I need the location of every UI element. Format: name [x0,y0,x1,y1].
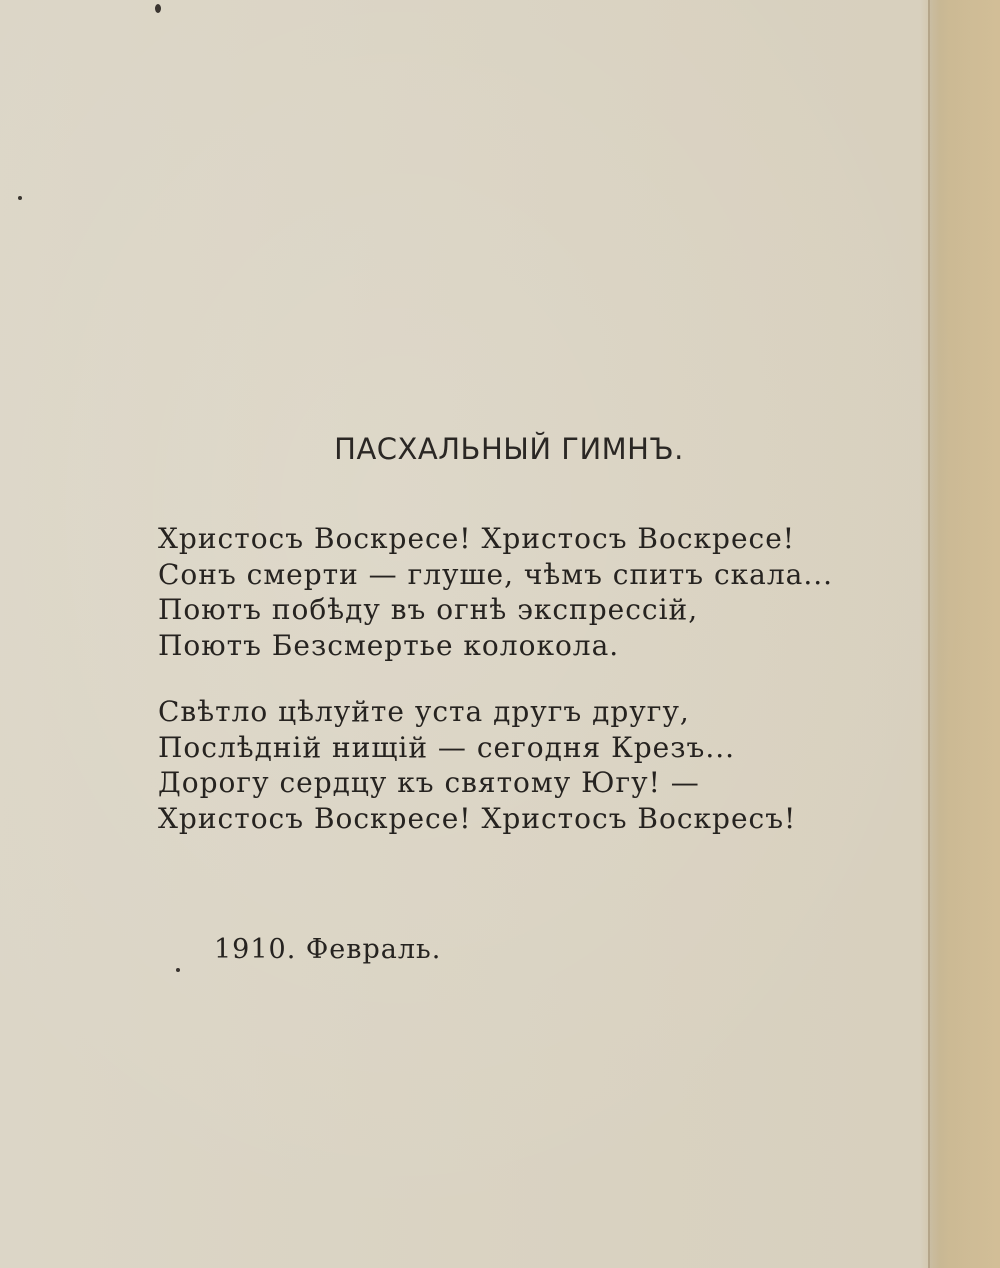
poem-line: Свѣтло цѣлуйте уста другъ другу, [158,695,690,728]
poem-line: Поютъ побѣду въ огнѣ экспрессiй, [158,593,699,626]
page-edge [928,0,930,1268]
ink-speck [155,4,161,13]
ink-speck [176,968,180,972]
poem-date: 1910. Февраль. [214,934,442,965]
stanza-1 [158,521,833,663]
poem-line: Сонъ смерти — глуше, чѣмъ спитъ скала... [158,557,834,591]
poem-line: Дорогу сердцу къ святому Югу! — [158,766,700,799]
ink-speck [18,196,22,200]
stanza-2 [158,694,796,836]
poem-line: Христосъ Воскресе! Христосъ Воскресе! [158,522,796,555]
poem-line: Поютъ Безсмертье колокола. [158,628,620,662]
page-gutter [928,0,1000,1268]
poem-line: Христосъ Воскресе! Христосъ Воскресъ! [158,801,797,835]
poem-title: ПАСХАЛЬНЫЙ ГИМНЪ. [334,432,684,466]
poem-line: Послѣднiй нищiй — сегодня Крезъ... [158,730,736,764]
